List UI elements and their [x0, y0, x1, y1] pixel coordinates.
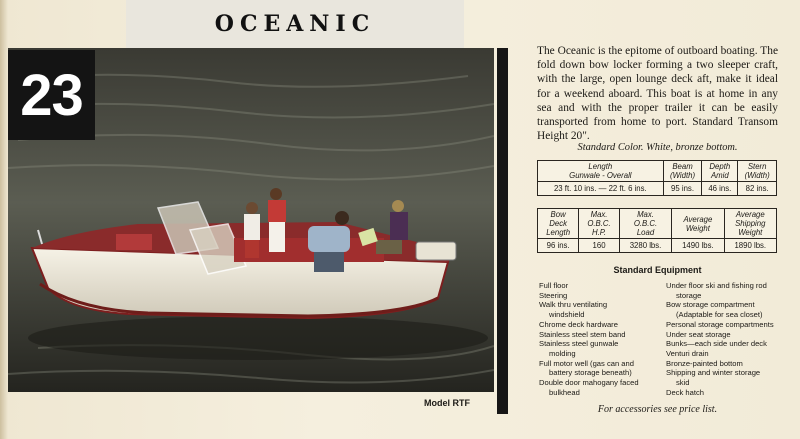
spec-header-line: Amid [710, 171, 729, 180]
spec-header-cell [663, 161, 702, 182]
page-binding-edge [0, 0, 8, 439]
spec-table-value-row [538, 239, 777, 253]
spec-table-header-row [538, 161, 777, 182]
page-number: 23 [20, 62, 83, 128]
equipment-item: Full motor well (gas can and [539, 358, 634, 368]
equipment-item: (Adaptable for sea closet) [676, 310, 763, 320]
equipment-item: Bow storage compartment [666, 300, 755, 310]
equipment-item: windshield [549, 310, 585, 320]
spec-header-line: Gunwale - Overall [569, 171, 632, 180]
spec-header-line: Load [636, 228, 655, 237]
description-text: The Oceanic is the epitome of outboard boating. The fold down bow locker forming a two sleeper craft, with the large, open lounge deck aft, make it ideal for a weekend aboard. This boat is at home in any sea and with the proper trailer it can be easily transported from home to port. Standard Transom Height 20". [537, 45, 778, 143]
equipment-title: Standard Equipment [613, 265, 702, 275]
spec-header-line: Deck [549, 219, 567, 228]
spec-table-value-row [538, 182, 777, 196]
spec-table-dimensions [537, 160, 777, 196]
spec-header-line: Stern [747, 162, 767, 171]
equipment-item: Stainless steel gunwale [539, 339, 619, 349]
spec-header-line: H.P. [591, 228, 607, 237]
spec-value-cell: 82 ins. [738, 182, 777, 196]
spec-value-cell: 160 [579, 239, 620, 253]
bow-hatch [116, 234, 152, 250]
equipment-item: Bronze-painted bottom [666, 358, 743, 368]
spec-header-line: Bow [550, 210, 566, 219]
equipment-item: storage [676, 290, 702, 300]
equipment-item: molding [549, 348, 576, 358]
spec-header-cell [538, 161, 664, 182]
spec-value-cell: 46 ins. [702, 182, 738, 196]
title-band [126, 0, 464, 48]
spec-header-cell [738, 161, 777, 182]
page-number-badge [8, 50, 95, 140]
equipment-list-right [666, 281, 784, 397]
equipment-item: Bunks—each side under deck [666, 339, 767, 349]
spec-value-cell: 1890 lbs. [724, 239, 776, 253]
spec-header-line: Depth [709, 162, 731, 171]
equipment-item: Venturi drain [666, 348, 709, 358]
spec-header-cell [702, 161, 738, 182]
equipment-item: Double door mahogany faced [539, 378, 639, 388]
equipment-item: Under floor ski and fishing rod [666, 281, 767, 290]
page-title: OCEANIC [214, 11, 376, 37]
spec-header-cell [538, 209, 579, 239]
spec-value-cell: 96 ins. [538, 239, 579, 253]
spec-header-line: Shipping [735, 219, 766, 228]
spec-header-line: (Width) [744, 171, 770, 180]
spec-header-line: Average [735, 210, 765, 219]
spec-header-line: Beam [672, 162, 693, 171]
equipment-list-left [539, 281, 657, 397]
equipment-item: Deck hatch [666, 387, 704, 397]
equipment-item: Shipping and winter storage [666, 368, 761, 378]
spec-header-cell [724, 209, 776, 239]
equipment-item: bulkhead [549, 387, 580, 397]
equipment-item: Chrome deck hardware [539, 319, 618, 329]
spec-value-cell: 95 ins. [663, 182, 702, 196]
equipment-item: Full floor [539, 281, 569, 290]
spec-header-line: O.B.C. [587, 219, 611, 228]
boat-reflection [28, 316, 488, 360]
vertical-divider [497, 48, 508, 414]
equipment-item: Stainless steel stem band [539, 329, 626, 339]
spec-header-cell [619, 209, 671, 239]
spec-header-line: Length [588, 162, 613, 171]
spec-header-line: Weight [738, 228, 763, 237]
spec-header-line: Weight [685, 223, 710, 233]
equipment-item: skid [676, 378, 690, 388]
spec-value-cell: 1490 lbs. [672, 239, 724, 253]
outboard-motor [416, 242, 456, 260]
photo-caption: Model RTF [424, 398, 470, 408]
spec-header-line: Max. [590, 210, 608, 219]
spec-header-cell [579, 209, 620, 239]
spec-header-cell [672, 209, 724, 239]
spec-table-capacity [537, 208, 777, 253]
spec-header-line: Max. [637, 210, 654, 219]
equipment-item: battery storage beneath) [549, 368, 632, 378]
equipment-item: Steering [539, 290, 568, 300]
spec-value-cell: 3280 lbs. [619, 239, 671, 253]
equipment-item: Personal storage compartments [666, 319, 774, 329]
spec-header-line: (Width) [669, 171, 696, 180]
accessories-note: For accessories see price list. [597, 404, 718, 415]
equipment-item: Walk thru ventilating [539, 300, 608, 310]
color-note: Standard Color. White, bronze bottom. [577, 142, 738, 153]
equipment-item: Under seat storage [666, 329, 731, 339]
spec-header-line: Average [683, 214, 713, 224]
spec-header-line: Length [546, 228, 571, 237]
spec-header-line: O.B.C. [633, 219, 658, 228]
spec-table-header-row [538, 209, 777, 239]
spec-value-cell: 23 ft. 10 ins. — 22 ft. 6 ins. [538, 182, 664, 196]
